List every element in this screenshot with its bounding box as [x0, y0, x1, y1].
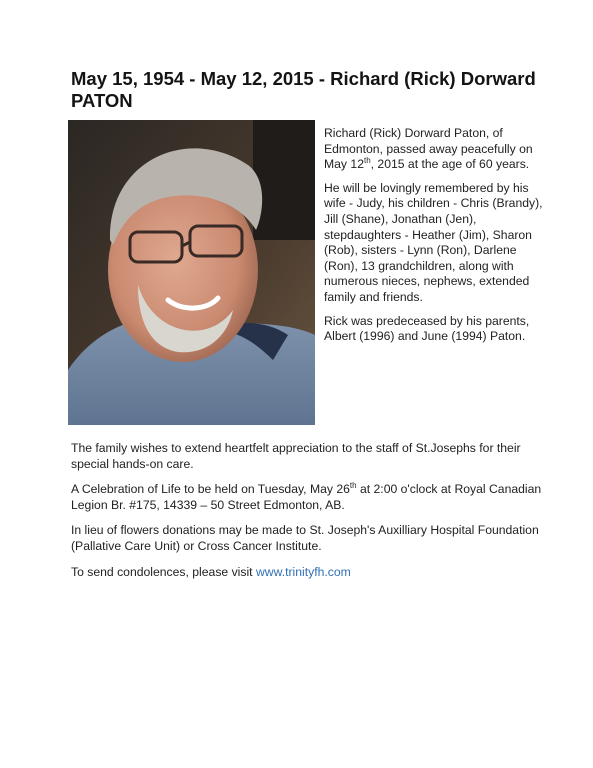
- intro-text-b: , 2015 at the age of 60 years.: [370, 157, 530, 172]
- portrait-photo-icon: [68, 120, 315, 425]
- obituary-bottom-text: [71, 441, 551, 590]
- celebration-paragraph: [71, 482, 551, 513]
- intro-text-a: Richard (Rick) Dorward Paton, of Edmonton, passed away peacefully on May 12: [324, 126, 533, 172]
- obituary-title: May 15, 1954 - May 12, 2015 - Richard (Rick) Dorward PATON: [71, 68, 536, 111]
- condolences-paragraph: [71, 565, 551, 581]
- intro-superscript: th: [363, 156, 371, 166]
- intro-paragraph: [324, 126, 549, 173]
- donations-paragraph: In lieu of flowers donations may be made to St. Joseph's Auxilliary Hospital Foundation (Pallative Care Unit) or Cross Cancer Institute.: [71, 523, 539, 553]
- appreciation-paragraph: The family wishes to extend heartfelt appreciation to the staff of St.Josephs for their special hands-on care.: [71, 441, 521, 471]
- survivors-paragraph: He will be lovingly remembered by his wife - Judy, his children - Chris (Brandy), Jill (Shane), Jonathan (Jen), stepdaughters - Heather (Jim), Sharon (Rob), sisters - Lynn (Ron), Darlene (Ron), 13 grandchildren, along with numerous nieces, nephews, extended family and friends.: [324, 180, 543, 304]
- condolences-text: To send condolences, please visit: [71, 564, 256, 579]
- celebration-text-b: at 2:00 o'clock at Royal Canadian Legion Br. #175, 14339 – 50 Street Edmonton, AB.: [71, 482, 542, 512]
- obituary-side-text: [324, 126, 549, 353]
- predeceased-paragraph: Rick was predeceased by his parents, Albert (1996) and June (1994) Paton.: [324, 313, 530, 344]
- portrait-photo: [68, 120, 315, 425]
- condolences-link[interactable]: www.trinityfh.com: [255, 564, 351, 579]
- celebration-superscript: th: [349, 481, 357, 491]
- celebration-text-a: A Celebration of Life to be held on Tuesday, May 26: [71, 482, 350, 497]
